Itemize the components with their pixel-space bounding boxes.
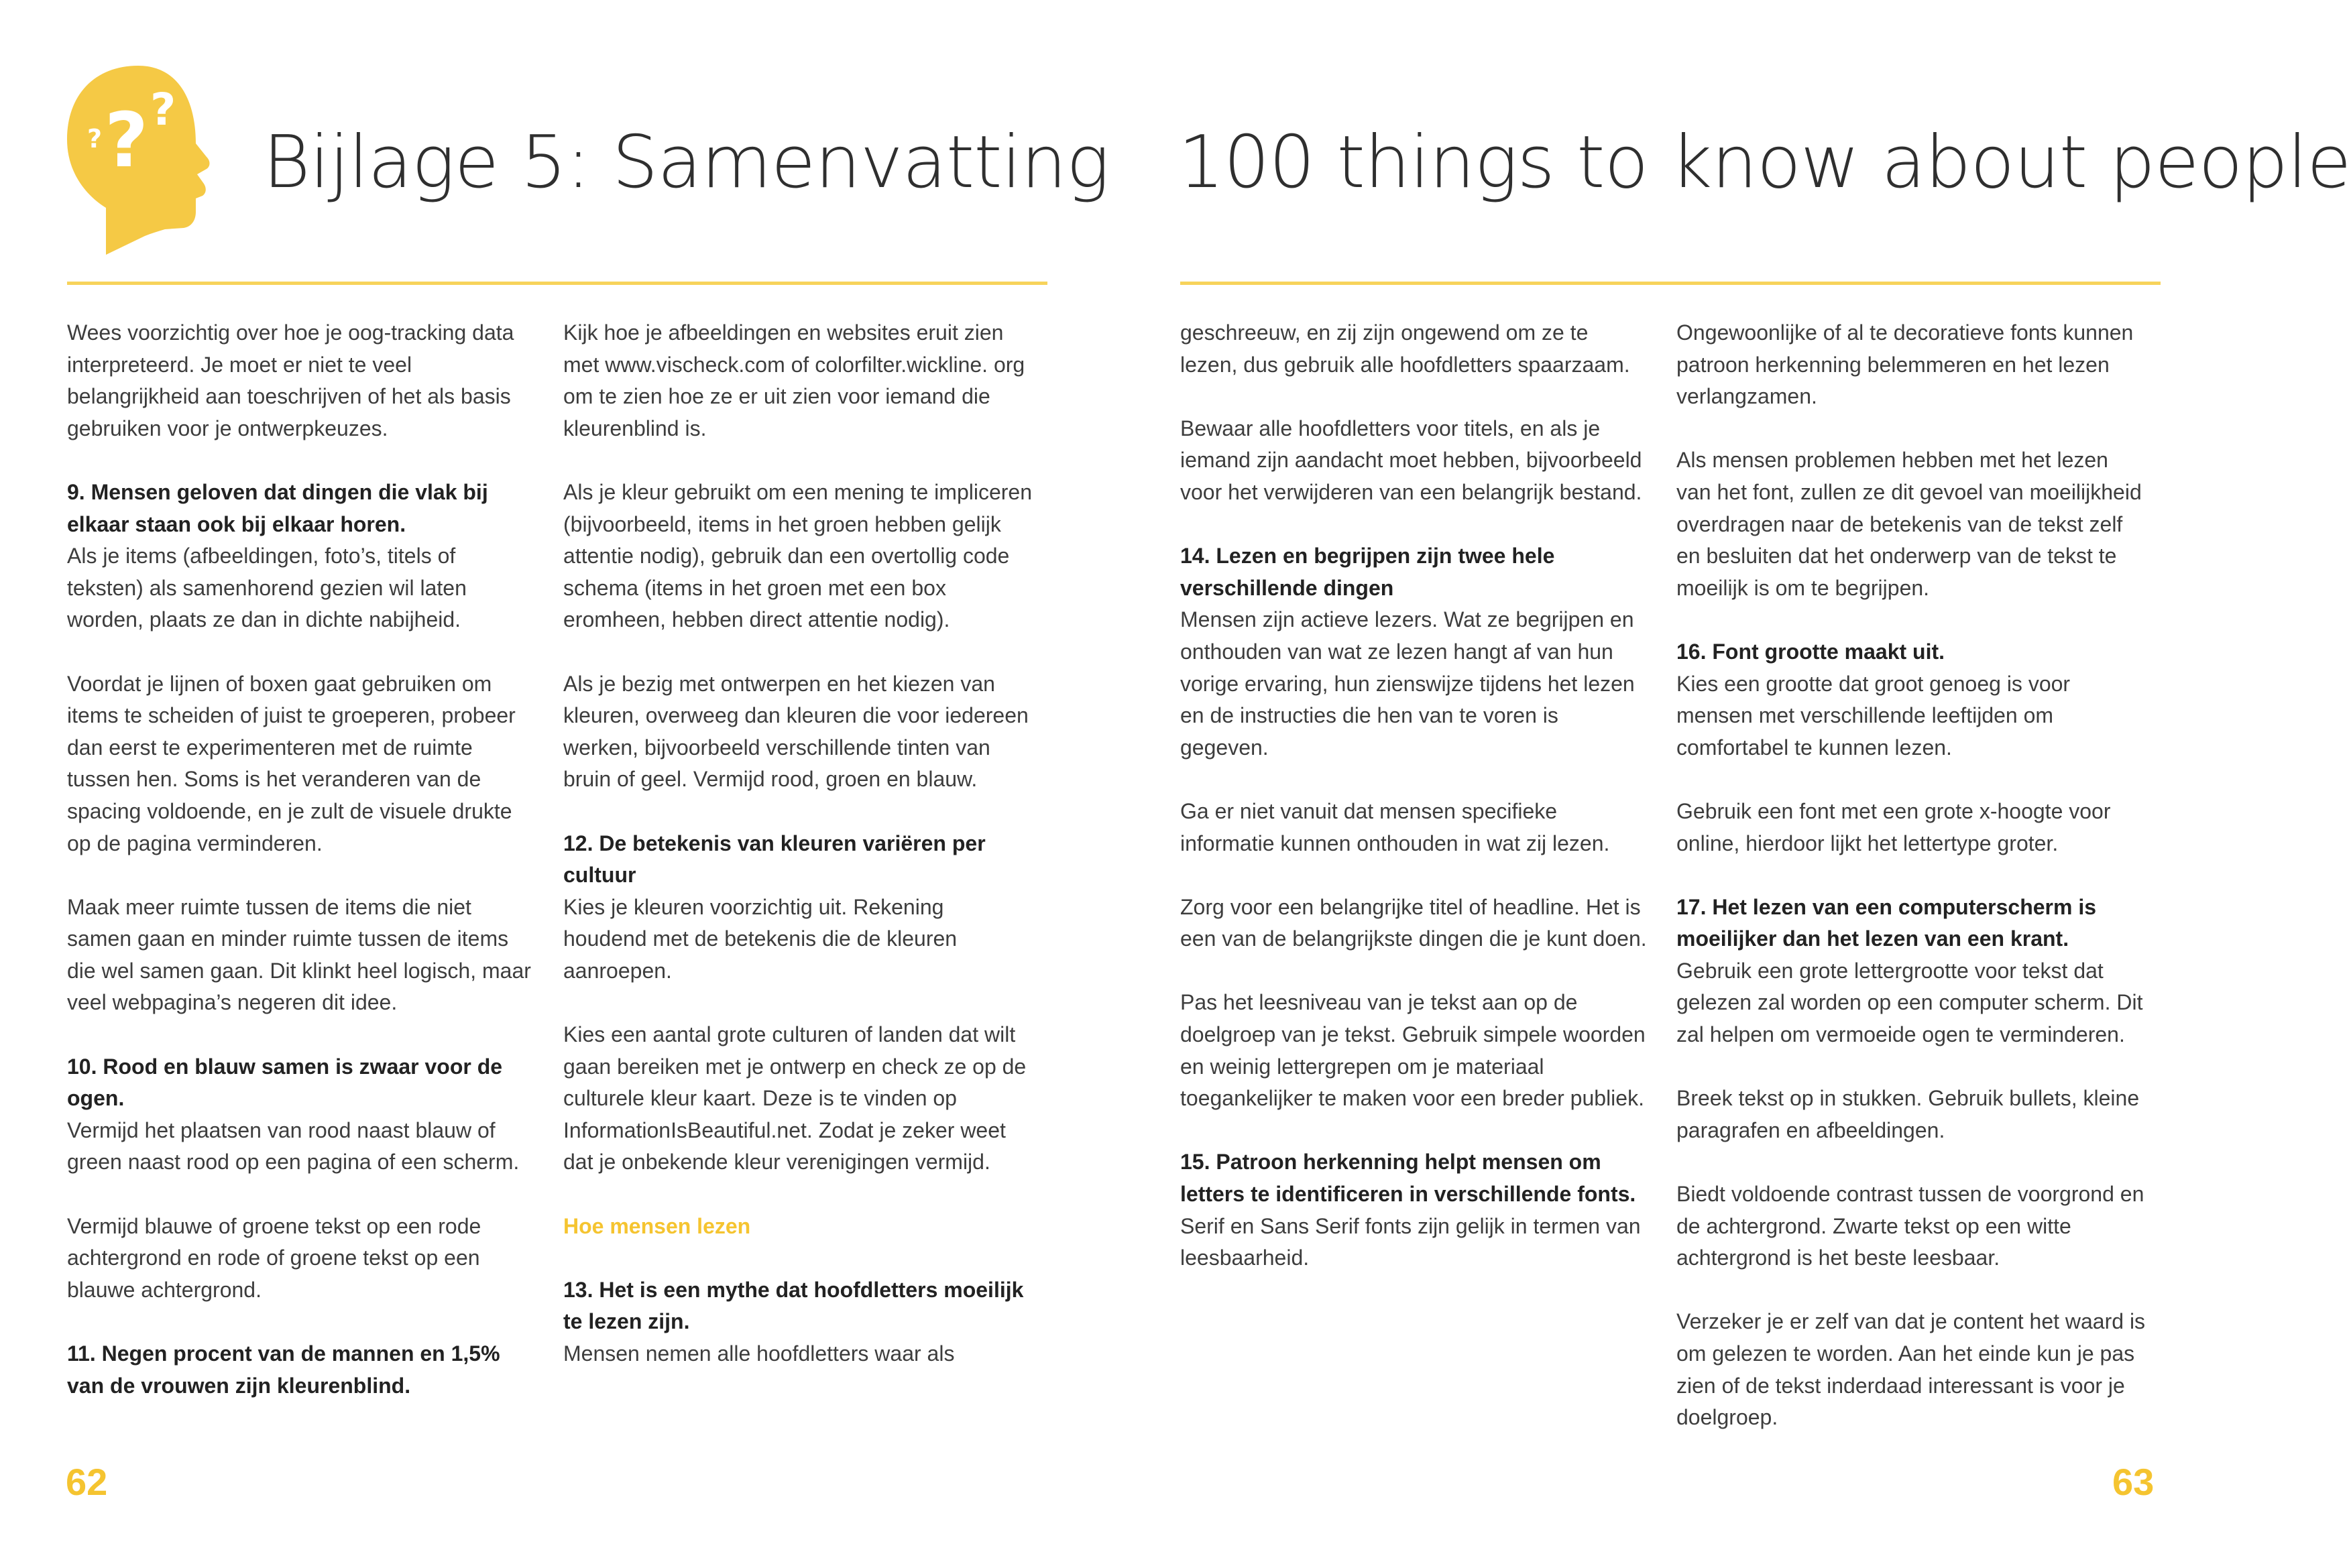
title-divider-right bbox=[1180, 282, 2161, 285]
body-paragraph: Breek tekst op in stukken. Gebruik bullets, kleine paragrafen en afbeeldingen. bbox=[1676, 1086, 2140, 1142]
item-heading: 16. Font grootte maakt uit. bbox=[1676, 639, 1945, 664]
numbered-item bbox=[1676, 892, 2146, 1051]
body-paragraph: Wees voorzichtig over hoe je oog-tracking data interpreteerd. Je moet er niet te veel belangrijkheid aan toeschrijven of het als basis gebruiken voor je ontwerpkeuzes. bbox=[67, 320, 514, 440]
text-column-1 bbox=[67, 317, 536, 1402]
item-body: Kies je kleuren voorzichtig uit. Rekening houdend met de betekenis die de kleuren aanroepen. bbox=[563, 894, 958, 983]
page-title-right: 100 things to know about people bbox=[1178, 121, 2351, 204]
body-paragraph: Gebruik een font met een grote x-hoogte voor online, hierdoor lijkt het lettertype groter. bbox=[1676, 798, 2111, 855]
text-column-2 bbox=[563, 317, 1033, 1370]
body-paragraph: Biedt voldoende contrast tussen de voorgrond en de achtergrond. Zwarte tekst op een witte achtergrond is het beste leesbaar. bbox=[1676, 1182, 2144, 1270]
body-paragraph: Ga er niet vanuit dat mensen specifieke informatie kunnen onthouden in wat zij lezen. bbox=[1180, 798, 1610, 855]
item-heading: 11. Negen procent van de mannen en 1,5% van de vrouwen zijn kleurenblind. bbox=[67, 1341, 500, 1398]
body-paragraph: Maak meer ruimte tussen de items die niet samen gaan en minder ruimte tussen de items die wel samen gaan. Dit klinkt heel logisch, maar veel webpagina’s negeren dit idee. bbox=[67, 894, 531, 1015]
body-paragraph: Als je kleur gebruikt om een mening te impliceren (bijvoorbeeld, items in het groen hebben gelijk attentie nodig), gebruik dan een overtollig code schema (items in het groen met een box eromheen, hebben direct attentie nodig). bbox=[563, 479, 1032, 632]
numbered-item bbox=[1676, 636, 2146, 764]
page-number-left: 62 bbox=[66, 1461, 108, 1503]
item-heading: 14. Lezen en begrijpen zijn twee hele verschillende dingen bbox=[1180, 544, 1555, 600]
page-number-right: 63 bbox=[2112, 1461, 2155, 1503]
text-column-4 bbox=[1676, 317, 2146, 1434]
numbered-item bbox=[1180, 1146, 1650, 1274]
body-paragraph: Als mensen problemen hebben met het lezen van het font, zullen ze dit gevoel van moeilijkheid overdragen naar de betekenis van de tekst zelf en besluiten dat het onderwerp van de tekst te moeilijk is om te begrijpen. bbox=[1676, 448, 2142, 600]
item-heading: 13. Het is een mythe dat hoofdletters moeilijk te lezen zijn. bbox=[563, 1277, 1024, 1334]
numbered-item bbox=[563, 1274, 1033, 1370]
body-paragraph: Kies een aantal grote culturen of landen dat wilt gaan bereiken met je ontwerp en check ze op de culturele kleur kaart. Deze is te vinden op InformationIsBeautiful.net. Zodat je zeker weet dat je onbekende kleur verenigingen vermijd. bbox=[563, 1022, 1027, 1174]
svg-text:?: ? bbox=[105, 97, 148, 184]
body-paragraph: Zorg voor een belangrijke titel of headline. Het is een van de belangrijkste dingen die je kunt doen. bbox=[1180, 894, 1647, 951]
svg-text:?: ? bbox=[87, 124, 103, 154]
item-body: Vermijd het plaatsen van rood naast blauw of green naast rood op een pagina of een scherm. bbox=[67, 1118, 520, 1174]
item-heading: 17. Het lezen van een computerscherm is moeilijker dan het lezen van een krant. bbox=[1676, 894, 2097, 951]
item-body: Kies een grootte dat groot genoeg is voor mensen met verschillende leeftijden om comfortabel te kunnen lezen. bbox=[1676, 671, 2071, 760]
item-body: Mensen zijn actieve lezers. Wat ze begrijpen en onthouden van wat ze lezen hangt af van hun vorige ervaring, hun zienswijze tijdens het lezen en de instructies die hen van te voren is gegeven. bbox=[1180, 607, 1635, 760]
body-paragraph: Ongewoonlijke of al te decoratieve fonts kunnen patroon herkenning belemmeren en het lezen verlangzamen. bbox=[1676, 320, 2134, 409]
title-divider-left bbox=[67, 282, 1047, 285]
item-heading: 12. De betekenis van kleuren variëren per cultuur bbox=[563, 831, 986, 888]
numbered-item bbox=[563, 828, 1033, 987]
svg-text:?: ? bbox=[150, 84, 176, 135]
page-title-left: Bijlage 5: Samenvatting bbox=[263, 121, 1109, 204]
numbered-item bbox=[67, 477, 536, 636]
text-column-3 bbox=[1180, 317, 1650, 1274]
item-heading: 10. Rood en blauw samen is zwaar voor de ogen. bbox=[67, 1054, 503, 1111]
body-paragraph: Kijk hoe je afbeeldingen en websites eruit zien met www.vischeck.com of colorfilter.wickline. org om te zien hoe ze er uit zien voor iemand die kleurenblind is. bbox=[563, 320, 1025, 440]
item-heading: 15. Patroon herkenning helpt mensen om letters te identificeren in verschillende fonts. bbox=[1180, 1150, 1636, 1207]
item-body: Serif en Sans Serif fonts zijn gelijk in termen van leesbaarheid. bbox=[1180, 1213, 1641, 1270]
head-question-marks-icon bbox=[64, 60, 225, 261]
body-paragraph: Verzeker je er zelf van dat je content het waard is om gelezen te worden. Aan het einde kun je pas zien of de tekst inderdaad interessant is voor je doelgroep. bbox=[1676, 1309, 2146, 1430]
body-paragraph: geschreeuw, en zij zijn ongewend om ze te lezen, dus gebruik alle hoofdletters spaarzaam. bbox=[1180, 320, 1630, 377]
body-paragraph: Pas het leesniveau van je tekst aan op de doelgroep van je tekst. Gebruik simpele woorden en weinig lettergrepen om je materiaal toegankelijker te maken voor een breder publiek. bbox=[1180, 990, 1646, 1111]
item-heading: 9. Mensen geloven dat dingen die vlak bij elkaar staan ook bij elkaar horen. bbox=[67, 479, 488, 536]
numbered-item bbox=[1180, 540, 1650, 764]
body-paragraph: Vermijd blauwe of groene tekst op een rode achtergrond en rode of groene tekst op een blauwe achtergrond. bbox=[67, 1213, 481, 1302]
numbered-item bbox=[67, 1338, 536, 1402]
body-paragraph: Bewaar alle hoofdletters voor titels, en als je iemand zijn aandacht moet hebben, bijvoorbeeld voor het verwijderen van een belangrijk bestand. bbox=[1180, 416, 1642, 504]
item-body: Gebruik een grote lettergrootte voor tekst dat gelezen zal worden op een computer scherm. Dit zal helpen om vermoeide ogen te verminderen. bbox=[1676, 958, 2143, 1047]
item-body: Mensen nemen alle hoofdletters waar als bbox=[563, 1341, 955, 1366]
body-paragraph: Als je bezig met ontwerpen en het kiezen van kleuren, overweeg dan kleuren die voor iedereen werken, bijvoorbeeld verschillende tinten van bruin of geel. Vermijd rood, groen en blauw. bbox=[563, 671, 1029, 792]
item-body: Als je items (afbeeldingen, foto’s, titels of teksten) als samenhorend gezien wil laten worden, plaats ze dan in dichte nabijheid. bbox=[67, 544, 467, 632]
section-heading: Hoe mensen lezen bbox=[563, 1213, 751, 1238]
body-paragraph: Voordat je lijnen of boxen gaat gebruiken om items te scheiden of juist te groeperen, probeer dan eerst te experimenteren met de ruimte tussen hen. Soms is het veranderen van de spacing voldoende, en je zult de visuele drukte op de pagina verminderen. bbox=[67, 671, 516, 855]
numbered-item bbox=[67, 1051, 536, 1179]
